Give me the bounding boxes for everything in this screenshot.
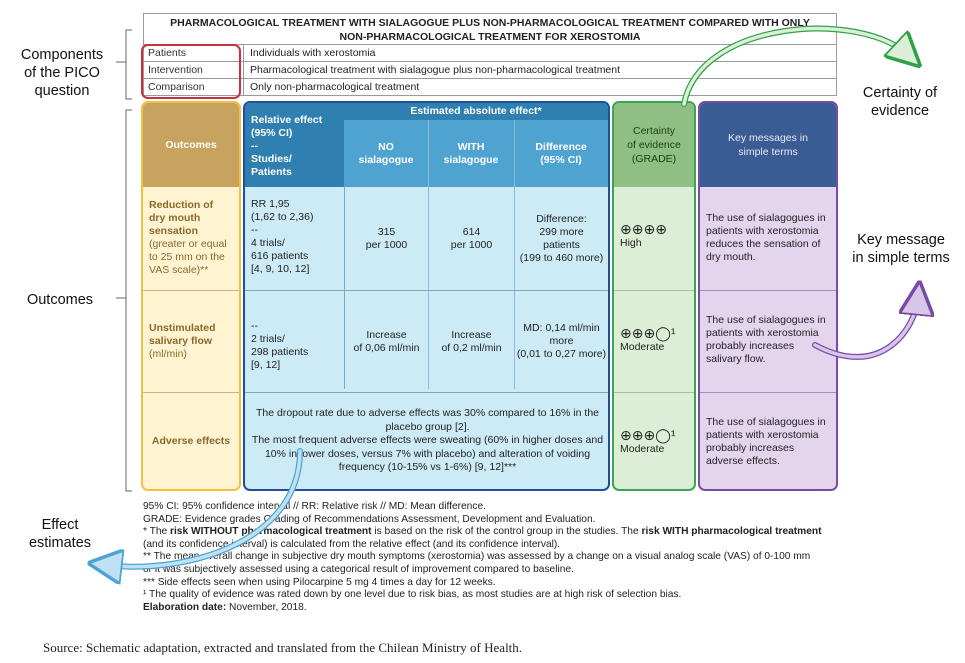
header-no-sialagogue (344, 120, 428, 187)
pico-value-comparison: Only non-pharmacological treatment (250, 81, 420, 93)
row1-diff-line2: 299 more (539, 226, 584, 238)
footnote-3c: is based on the risk of the control group in the studies. The (371, 526, 642, 538)
label-key-line1: Key message (857, 232, 945, 248)
footnote-7: *** Side effects seen when using Pilocarpine 5 mg 4 times a day for 12 weeks. (143, 576, 496, 588)
row2-key-line2: patients with xerostomia (706, 327, 819, 339)
header-key-line1: Key messages in (728, 132, 808, 144)
label-key-line2: in simple terms (852, 250, 950, 266)
row2-diff-line1: MD: 0,14 ml/min (523, 322, 600, 334)
row1-relative-line1: RR 1,95 (251, 198, 290, 210)
pico-highlight-box (141, 44, 241, 99)
outcome-1-bold-3: sensation (149, 225, 199, 237)
row1-key-line4: dry mouth. (706, 251, 756, 263)
header-relative-line3: -- (251, 140, 258, 152)
pico-row-comparison (143, 79, 837, 96)
header-relative-effect (245, 103, 344, 187)
row3-merged-line3: The most frequent adverse effects were sweating (60% in higher doses and (251, 434, 604, 447)
header-with-line2: sialagogue (443, 153, 499, 166)
row2-relative-line1: -- (251, 320, 258, 332)
footnote-1: 95% CI: 95% confidence interval // RR: Relative risk // MD: Mean difference. (143, 501, 486, 512)
row3-certainty-symbols: ⊕⊕⊕◯¹ (620, 427, 676, 443)
footnote-9b: November, 2018. (226, 601, 307, 613)
header-certainty-line2: of evidence (627, 139, 681, 151)
key-messages-column (698, 101, 838, 491)
header-no-line1: NO (378, 140, 394, 153)
pico-value-intervention: Pharmacological treatment with sialagogue plus non-pharmacological treatment (250, 64, 621, 76)
outcome-1-note-1: (greater or equal (149, 238, 227, 250)
outcome-2-bold-1: Unstimulated (149, 322, 216, 334)
row3-key-line4: adverse effects. (706, 455, 780, 467)
row2-with-sialagogue (429, 291, 514, 392)
header-difference (514, 120, 608, 187)
footnote-3 (143, 526, 853, 539)
outcome-2-note-1: (ml/min) (149, 348, 187, 360)
row1-key-line1: The use of sialagogues in (706, 212, 826, 224)
row1-certainty-symbols: ⊕⊕⊕⊕ (620, 221, 667, 237)
row3-adverse-effects-text (249, 393, 606, 489)
row1-with-line1: 614 (462, 226, 481, 238)
footnote-9 (143, 602, 853, 615)
footnote-3a: * The (143, 526, 170, 538)
outcome-2 (149, 322, 239, 361)
header-certainty (614, 103, 694, 187)
row1-key-line2: patients with xerostomia (706, 225, 819, 237)
row2-no-sialagogue (345, 291, 428, 392)
outcome-1-note-2: to 25 mm on the (149, 251, 225, 263)
row1-key-message (706, 212, 826, 264)
label-pico-line2: of the PICO (24, 65, 100, 81)
row2-difference (515, 291, 608, 392)
row1-certainty (620, 221, 667, 249)
row1-key-line3: reduces the sensation of (706, 238, 821, 250)
row3-merged-line5: frequency (10-15% vs 1-6%) [9, 12]*** (338, 461, 517, 474)
row1-difference (515, 188, 608, 290)
header-outcomes: Outcomes (143, 103, 239, 187)
table-title (143, 13, 837, 45)
header-relative-line4: Studies/ (251, 153, 292, 165)
row3-merged-line4: 10% in lower doses, versus 7% with placebo) and alteration of voiding (264, 447, 591, 460)
label-effect-line1: Effect (41, 517, 79, 533)
footnote-8: ¹ The quality of evidence was rated down by one level due to risk bias, as most studies are at high risk of selection bias. (143, 589, 682, 601)
row2-no-line1: Increase (366, 328, 407, 341)
row1-diff-line3: patients (543, 239, 580, 251)
pico-bracket (126, 30, 132, 99)
row1-no-line2: per 1000 (365, 239, 408, 251)
outcome-2-bold-2: salivary flow (149, 335, 213, 347)
source-caption: Source: Schematic adaptation, extracted and translated from the Chilean Ministry of Health. (43, 640, 523, 655)
label-certainty-line2: evidence (870, 103, 930, 119)
pico-row-intervention (143, 62, 837, 79)
row2-relative (251, 320, 343, 372)
outcome-3: Adverse effects (151, 435, 231, 447)
row2-key-line3: probably increases (706, 340, 795, 352)
outcomes-column (141, 101, 241, 491)
outcomes-bracket (126, 110, 132, 491)
header-no-line2: sialagogue (358, 153, 414, 166)
header-diff-line1: Difference (535, 140, 587, 153)
outcome-1-bold-2: dry mouth (149, 212, 201, 224)
footnote-5: ** The mean overall change in subjective dry mouth symptoms (xerostomia) was assessed by a change on a visual analog scale (VAS) of 0-100 mm (143, 551, 811, 563)
row1-diff-line1: Difference: (536, 213, 587, 225)
title-line1: PHARMACOLOGICAL TREATMENT WITH SIALAGOGUE PLUS NON-PHARMACOLOGICAL TREATMENT COMPARED WITH ONLY (170, 17, 810, 29)
header-with-sialagogue (428, 120, 514, 187)
row3-key-message (706, 416, 826, 468)
label-pico-line1: Components (20, 47, 104, 63)
row1-relative-line6: [4, 9, 10, 12] (251, 263, 310, 275)
row1-with-line2: per 1000 (450, 239, 493, 251)
row2-with-line1: Increase (451, 328, 492, 341)
label-certainty-line1: Certainty of (862, 85, 938, 101)
row2-relative-line3: 298 patients (251, 346, 309, 358)
footnote-4: (and its confidence interval) is calculated from the relative effect (and its confidence interval). (143, 538, 561, 550)
footnote-9a: Elaboration date: (143, 601, 227, 613)
outcome-1-note-3: VAS scale)** (149, 264, 209, 276)
footnote-3d: risk WITH pharmacological treatment (641, 526, 822, 538)
header-key-line2: simple terms (738, 146, 798, 158)
row1-with-sialagogue (429, 188, 514, 290)
row3-merged-line1: The dropout rate due to adverse effects was 30% compared to 16% in the (255, 407, 599, 420)
row2-diff-line3: (0,01 to 0,27 more) (516, 348, 607, 360)
row2-no-line2: of 0,06 ml/min (353, 341, 420, 354)
row2-key-message (706, 314, 826, 366)
row1-no-sialagogue (345, 188, 428, 290)
header-certainty-line3: (GRADE) (631, 153, 677, 165)
row2-diff-line2: more (549, 335, 574, 347)
outcome-1-bold-1: Reduction of (149, 199, 214, 211)
footnote-3b: risk WITHOUT pharmacological treatment (170, 526, 372, 538)
row1-no-line1: 315 (377, 226, 396, 238)
effect-estimates-block (243, 101, 610, 491)
header-certainty-line1: Certainty (632, 125, 675, 137)
footnote-2: GRADE: Evidence grades Grading of Recommendations Assessment, Development and Evaluation. (143, 513, 596, 525)
row1-relative-line4: 4 trials/ (251, 237, 285, 249)
row1-relative-line2: (1,62 to 2,36) (251, 211, 314, 223)
title-line2: NON-PHARMACOLOGICAL TREATMENT FOR XEROSTOMIA (339, 31, 641, 43)
row1-relative-line3: -- (251, 224, 258, 236)
footnote-6: or it was subjectively assessed using a categorical result of improvement compared to baseline. (143, 563, 574, 575)
header-diff-line2: (95% CI) (540, 153, 582, 166)
pico-value-patients: Individuals with xerostomia (250, 47, 376, 59)
row1-relative (251, 198, 343, 276)
pico-table (143, 45, 837, 99)
header-relative-line5: Patients (251, 166, 292, 178)
label-outcomes: Outcomes (26, 292, 94, 308)
label-pico-line3: question (34, 83, 90, 99)
row2-relative-line4: [9, 12] (251, 359, 281, 371)
pico-key-intervention: Intervention (148, 64, 203, 76)
row2-key-line4: salivary flow. (706, 353, 766, 365)
certainty-column (612, 101, 696, 491)
footnotes (143, 501, 853, 614)
row2-relative-line2: 2 trials/ (251, 333, 285, 345)
row3-certainty (620, 427, 676, 455)
row3-certainty-label: Moderate (620, 443, 665, 455)
row2-certainty (620, 325, 676, 353)
row3-key-line2: patients with xerostomia (706, 429, 819, 441)
row2-key-line1: The use of sialagogues in (706, 314, 826, 326)
pico-key-comparison: Comparison (148, 81, 205, 93)
pico-key-patients: Patients (148, 47, 186, 59)
header-with-line1: WITH (457, 140, 485, 153)
row1-certainty-label: High (620, 237, 642, 249)
row3-merged-line2: placebo group [2]. (385, 420, 470, 433)
header-key-messages (700, 103, 836, 187)
row1-diff-line4: (199 to 460 more) (519, 252, 604, 264)
row2-certainty-symbols: ⊕⊕⊕◯¹ (620, 325, 676, 341)
row3-key-line3: probably increases (706, 442, 795, 454)
outcome-1 (149, 199, 239, 277)
pico-row-patients (143, 45, 837, 62)
row2-with-line2: of 0,2 ml/min (441, 341, 502, 354)
row2-certainty-label: Moderate (620, 341, 665, 353)
row1-relative-line5: 616 patients (251, 250, 309, 262)
header-relative-line2: (95% CI) (251, 127, 293, 139)
label-effect-line2: estimates (28, 535, 92, 551)
row3-key-line1: The use of sialagogues in (706, 416, 826, 428)
header-absolute-effect: Estimated absolute effect* (344, 103, 608, 120)
header-relative-line1: Relative effect (251, 114, 323, 126)
